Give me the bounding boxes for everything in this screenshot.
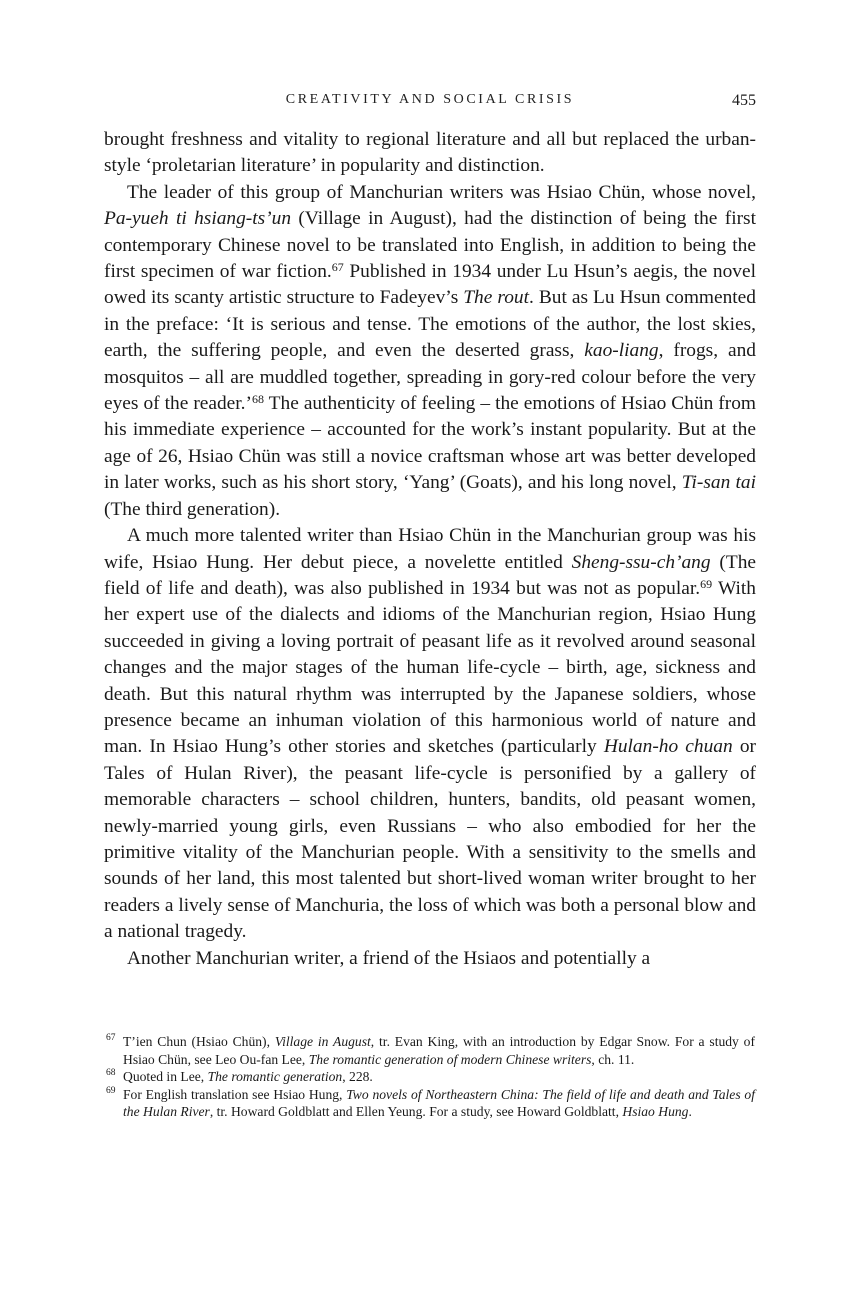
footnote-number: 67 bbox=[106, 1033, 116, 1043]
book-title: Hulan-ho chuan bbox=[603, 736, 733, 758]
footnote-68 bbox=[106, 1068, 755, 1086]
paragraph-2 bbox=[104, 180, 756, 523]
text-run: . bbox=[688, 1104, 692, 1120]
text-run: . But as Lu Hsun commented in the preface: ‘It is serious and tense. The emotions of the author, the lost skies, earth, the suffering people, and even the deserted grass, bbox=[104, 287, 756, 362]
text-run: (Village in August), had the distinction of being the first contemporary Chinese novel to be translated into English, in addition to being the first specimen of war fiction. bbox=[104, 208, 756, 283]
text-run: Published in 1934 under Lu Hsun’s aegis, the novel owed its scanty artistic structure to Fadeyev’s bbox=[104, 261, 756, 309]
book-title: The romantic generation bbox=[207, 1069, 343, 1085]
text-run: With her expert use of the dialects and idioms of the Manchurian region, Hsiao Hung succeeded in giving a loving portrait of peasant life as it revolved around seasonal changes and the major stages of the human life-cycle – birth, age, sickness and death. But this natural rhythm was interrupted by the Japanese soldiers, whose presence became an inhuman violation of this harmonious world of nature and man. In Hsiao Hung’s other stories and sketches (particularly bbox=[104, 577, 757, 758]
footnote-ref-67: 67 bbox=[331, 260, 344, 275]
text-run: (The field of life and death), was also published in 1934 but was not as popular. bbox=[104, 551, 756, 599]
page-number: 455 bbox=[732, 92, 756, 109]
text-run: , ch. 11. bbox=[591, 1051, 635, 1067]
paragraph-3 bbox=[104, 523, 756, 946]
footnote-number: 68 bbox=[106, 1068, 116, 1079]
book-title: Pa-yueh ti hsiang-ts’un bbox=[104, 208, 292, 230]
footnote-ref-68: 68 bbox=[252, 392, 264, 407]
text-run: , tr. Evan King, with an introduction by Edgar Snow. For a study of Hsiao Chün, see Leo Ou-fan Lee, bbox=[123, 1034, 756, 1067]
footnote-number: 69 bbox=[106, 1085, 116, 1096]
text-run: , tr. Howard Goldblatt and Ellen Yeung. For a study, see Howard Goldblatt, bbox=[209, 1104, 623, 1120]
text-run: A much more talented writer than Hsiao Chün in the Manchurian group was his wife, Hsiao Hung. Her debut piece, a novelette entitled bbox=[104, 525, 756, 573]
book-title: Sheng-ssu-ch’ang bbox=[571, 551, 711, 573]
book-title: The rout bbox=[463, 287, 529, 309]
footnote-69 bbox=[106, 1085, 755, 1121]
text-run: or Tales of Hulan River), the peasant life-cycle is personified by a gallery of memorable characters – school children, hunters, bandits, old peasant women, newly-married young girls, even Russians – who also embodied for her the primitive vitality of the Manchurian people. With a sensitivity to the smells and sounds of her land, this most talented but short-lived woman writer brought to her readers a lively sense of Manchuria, the loss of which was both a personal blow and a national tragedy. bbox=[104, 736, 756, 943]
body-text bbox=[104, 127, 756, 972]
text-run: The leader of this group of Manchurian writers was Hsiao Chün, whose novel, bbox=[127, 181, 756, 203]
text-run: , 228. bbox=[342, 1069, 373, 1085]
text-run: , frogs, and mosquitos – all are muddled together, spreading in gory-red colour before the very eyes of the reader.’ bbox=[104, 340, 756, 415]
book-title: Ti-san tai bbox=[681, 472, 756, 494]
page-header bbox=[104, 92, 756, 118]
footnote-ref-69: 69 bbox=[700, 576, 713, 591]
text-run: For English translation see Hsiao Hung, bbox=[123, 1086, 347, 1102]
book-title: Village in August bbox=[274, 1034, 371, 1049]
running-title: CREATIVITY AND SOCIAL CRISIS bbox=[285, 92, 575, 107]
text-run: The authenticity of feeling – the emotions of Hsiao Chün from his immediate experience – accounted for the work’s instant popularity. But at the age of 26, Hsiao Chün was still a novice craftsman whose art was better developed in later works, such as his short story, ‘Yang’ (Goats), and his long novel, bbox=[104, 393, 756, 494]
text-run: (The third generation). bbox=[104, 498, 281, 520]
text-run: Quoted in Lee, bbox=[123, 1069, 208, 1085]
book-title: Two novels of Northeastern China: The field of life and death and Tales of the Hulan River bbox=[123, 1086, 755, 1120]
footnote-67 bbox=[106, 1033, 756, 1068]
paragraph-4: Another Manchurian writer, a friend of the Hsiaos and potentially a bbox=[127, 947, 651, 969]
footnotes bbox=[106, 1033, 756, 1121]
book-title: The romantic generation of modern Chinese writers bbox=[308, 1051, 592, 1067]
text-run: T’ien Chun (Hsiao Chün), bbox=[123, 1034, 275, 1049]
paragraph-1: brought freshness and vitality to regional literature and all but replaced the urban-style ‘proletarian literature’ in popularity and distinction. bbox=[104, 129, 756, 177]
italic-term: kao-liang bbox=[584, 340, 659, 362]
book-title: Hsiao Hung bbox=[622, 1104, 689, 1120]
